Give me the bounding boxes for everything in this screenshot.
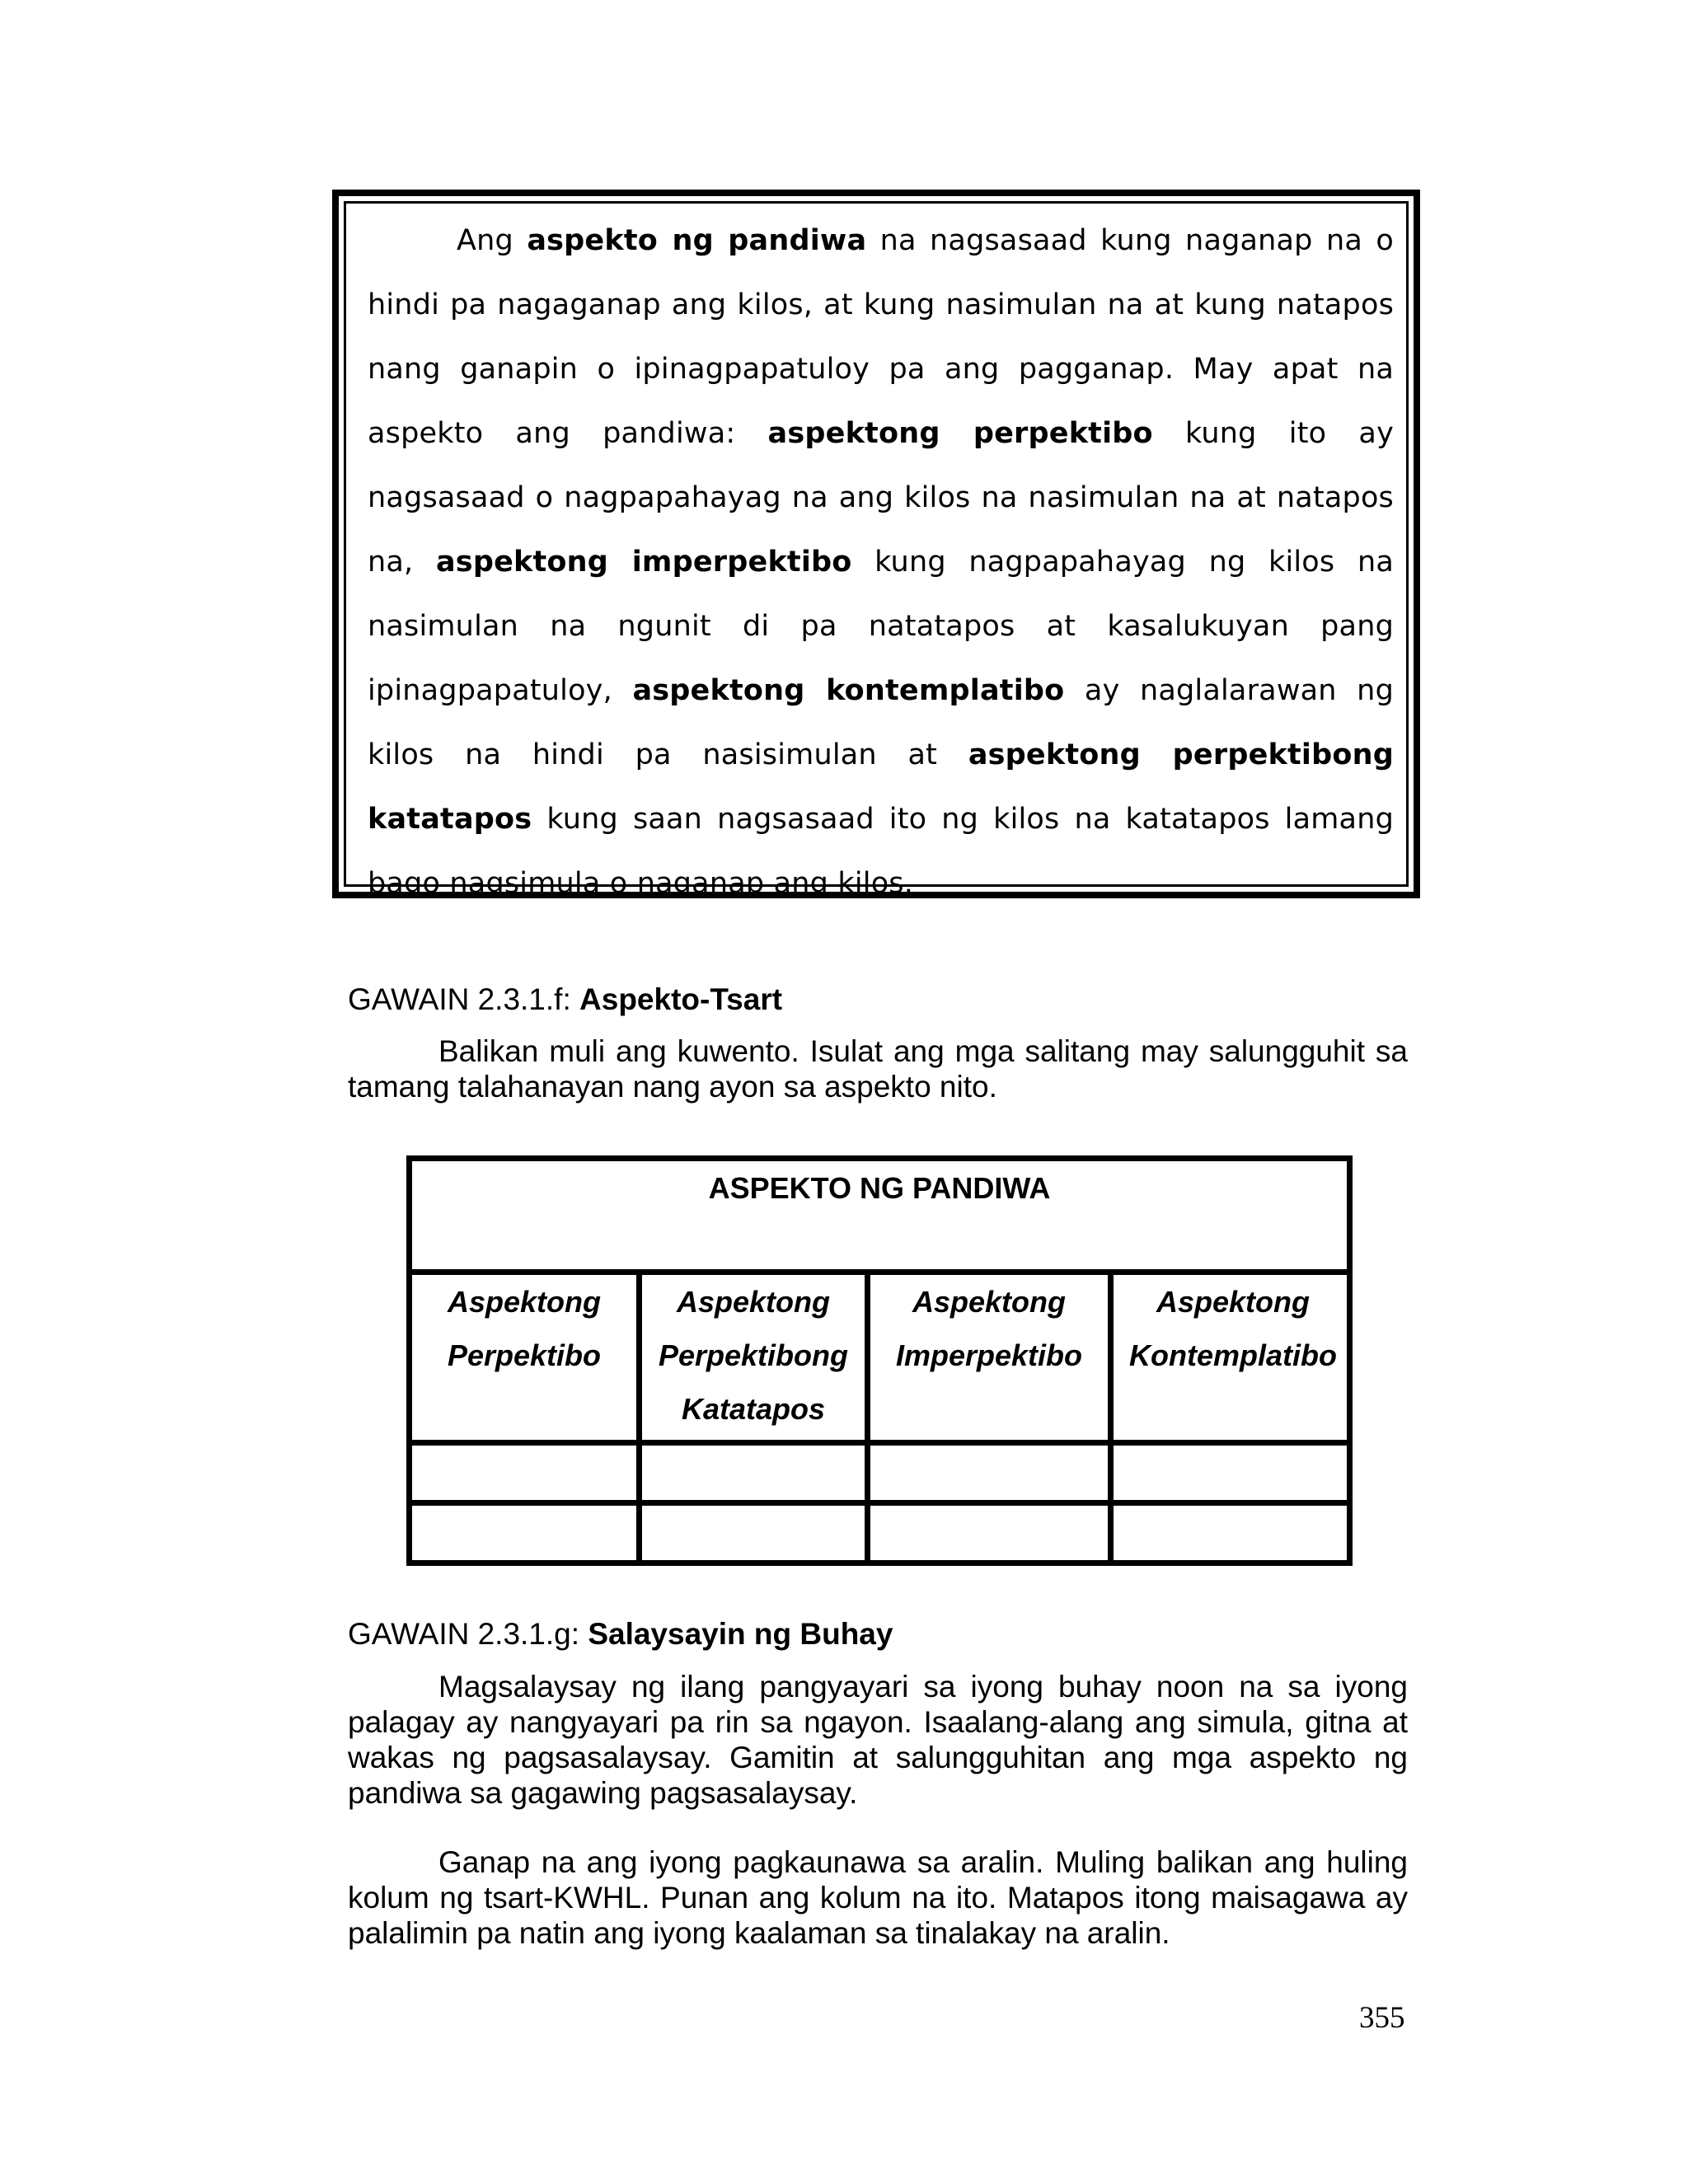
column-header-line: Aspektong	[1156, 1285, 1310, 1319]
term-perpektibo: aspektong perpektibo	[767, 417, 1153, 450]
table-rule	[636, 1269, 642, 1560]
closing-text: Ganap na ang iyong pagkaunawa sa aralin. Muling balikan ang huling kolum ng tsart-KWHL. Punan ang kolum na ito. Matapos itong maisagawa ay palalimin pa natin ang iyong kaalaman sa tinalakay na aralin.	[348, 1845, 1408, 1950]
gawain-f-instruction-text: Balikan muli ang kuwento. Isulat ang mga salitang may salungguhit sa tamang talahanayan nang ayon sa aspekto nito.	[348, 1034, 1408, 1104]
table-rule	[412, 1500, 1347, 1506]
definition-text	[368, 209, 1394, 916]
column-header-line: Imperpektibo	[895, 1338, 1083, 1372]
column-header-line: Perpektibo	[447, 1338, 602, 1372]
column-header-kontemplatibo	[1114, 1275, 1353, 1382]
column-header-line: Aspektong	[447, 1285, 601, 1319]
column-header-line: Katatapos	[681, 1392, 826, 1426]
definition-seg: ay naglalarawan ng kilos na hindi pa nasisimulan at	[368, 674, 1394, 771]
gawain-g-instruction	[348, 1669, 1408, 1811]
gawain-f-title: Aspekto-Tsart	[579, 982, 783, 1016]
term-perpektibong-katatapos: aspektong perpektibong katatapos	[368, 738, 1394, 836]
definition-seg: kung nagpapahayag ng kilos na nasimulan na ngunit di pa natatapos at kasalukuyan pang ipinagpapatuloy,	[368, 546, 1395, 707]
closing-paragraph	[348, 1844, 1408, 1951]
gawain-f-instruction	[348, 1033, 1408, 1104]
term-aspekto-ng-pandiwa: aspekto ng pandiwa	[527, 224, 867, 257]
term-imperpektibo: aspektong imperpektibo	[435, 546, 852, 579]
column-header-line: Perpektibong	[658, 1338, 849, 1372]
column-header-line: Aspektong	[676, 1285, 830, 1319]
gawain-g-label: GAWAIN 2.3.1.g:	[348, 1617, 588, 1651]
table-rule	[412, 1440, 1347, 1446]
column-header-line: Aspektong	[912, 1285, 1066, 1319]
gawain-f-heading	[348, 982, 782, 1017]
table-rule	[412, 1269, 1347, 1275]
gawain-f-label: GAWAIN 2.3.1.f:	[348, 982, 580, 1016]
gawain-g-heading	[348, 1616, 893, 1652]
term-kontemplatibo: aspektong kontemplatibo	[632, 674, 1065, 707]
column-header-perpektibo	[412, 1275, 636, 1382]
column-header-perpektibong-katatapos	[642, 1275, 865, 1436]
table-title: ASPEKTO NG PANDIWA	[708, 1171, 1051, 1205]
aspect-table	[406, 1155, 1353, 1566]
definition-seg: Ang	[457, 224, 528, 257]
definition-seg: kung ito ay nagsasaad o nagpapahayag na ang kilos na nasimulan na at natapos na,	[368, 417, 1394, 579]
definition-seg: kung saan nagsasaad ito ng kilos na katatapos lamang bago nagsimula o naganap ang kilos.	[368, 803, 1394, 900]
definition-box	[332, 190, 1420, 898]
definition-seg: na nagsasaad kung naganap na o hindi pa nagaganap ang kilos, at kung nasimulan na at kung natapos nang ganapin o ipinagpapatuloy pa ang pagganap. May apat na aspekto ang pandiwa:	[368, 224, 1394, 450]
gawain-g-title: Salaysayin ng Buhay	[588, 1617, 893, 1651]
table-rule	[865, 1269, 870, 1560]
table-rule	[1108, 1269, 1114, 1560]
page-number: 355	[1359, 2001, 1405, 2035]
column-header-imperpektibo	[870, 1275, 1108, 1382]
column-header-line: Kontemplatibo	[1129, 1338, 1337, 1372]
gawain-g-instruction-text: Magsalaysay ng ilang pangyayari sa iyong buhay noon na sa iyong palagay ay nangyayari pa rin sa ngayon. Isaalang-alang ang simula, gitna at wakas ng pagsasalaysay. Gamitin at salungguhitan ang mga aspekto ng pandiwa sa gagawing pagsasalaysay.	[348, 1670, 1408, 1810]
